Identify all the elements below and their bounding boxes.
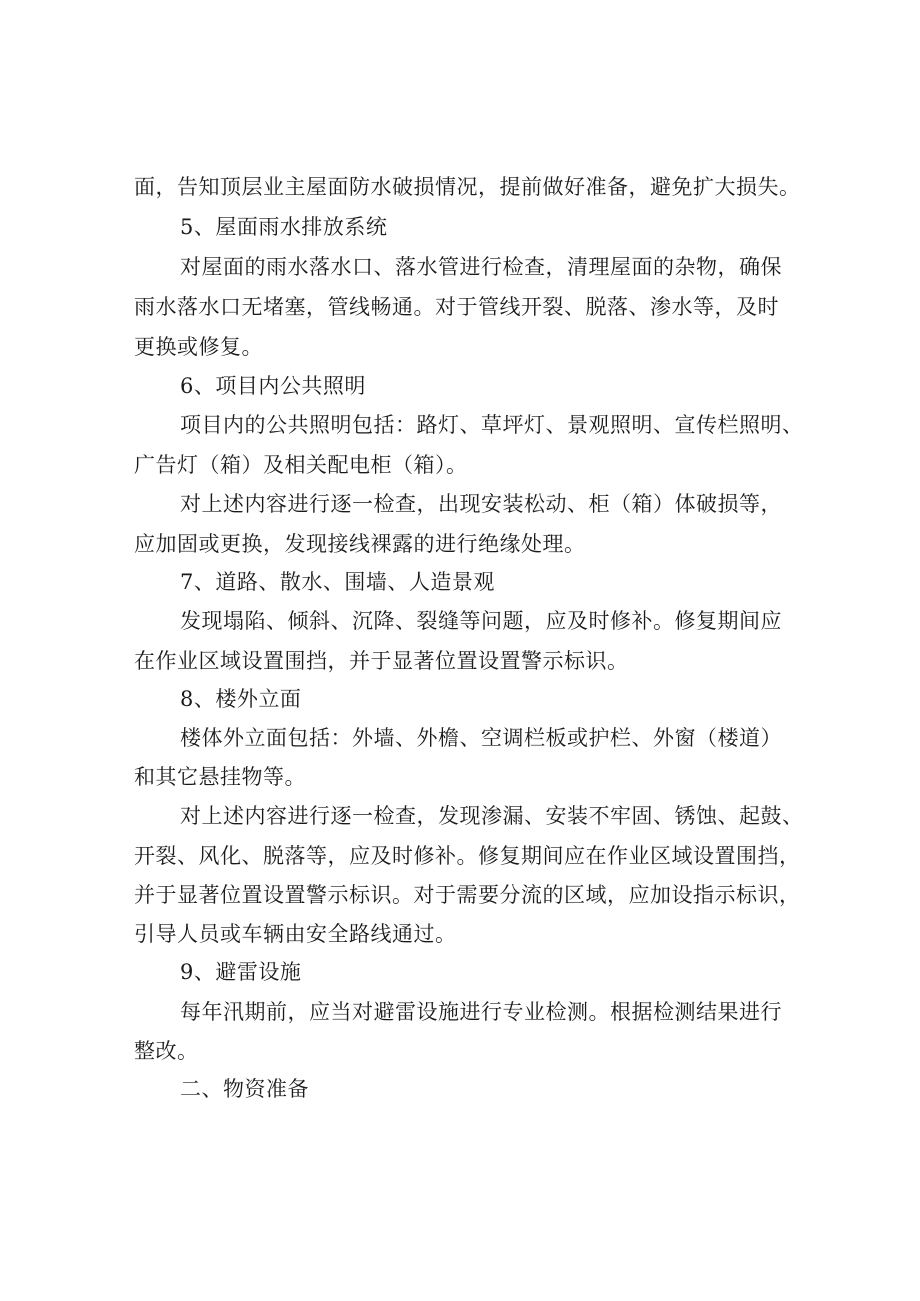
section-heading-7: 7、道路、散水、围墙、人造景观 [180, 570, 495, 594]
paragraph-line: 项目内的公共照明包括：路灯、草坪灯、景观照明、宣传栏照明、 [180, 413, 804, 437]
paragraph-line: 对屋面的雨水落水口、落水管进行检查，清理屋面的杂物，确保 [180, 255, 782, 279]
paragraph-line: 对上述内容进行逐一检查，出现安装松动、柜（箱）体破损等， [180, 492, 782, 516]
paragraph-line: 广告灯（箱）及相关配电柜（箱）。 [134, 453, 468, 477]
paragraph-line: 应加固或更换，发现接线裸露的进行绝缘处理。 [134, 532, 586, 556]
section-heading-5: 5、屋面雨水排放系统 [180, 215, 388, 239]
paragraph-line: 整改。 [134, 1039, 199, 1063]
paragraph-line: 面，告知顶层业主屋面防水破损情况，提前做好准备，避免扩大损失。 [134, 175, 801, 199]
chapter-heading: 二、物资准备 [180, 1077, 309, 1101]
paragraph-line: 更换或修复。 [134, 335, 263, 359]
paragraph-line: 在作业区域设置围挡，并于显著位置设置警示标识。 [134, 649, 629, 673]
paragraph-line: 雨水落水口无堵塞，管线畅通。对于管线开裂、脱落、渗水等，及时 [134, 295, 779, 319]
section-heading-8: 8、楼外立面 [180, 687, 302, 711]
section-heading-9: 9、避雷设施 [180, 960, 302, 984]
paragraph-line: 楼体外立面包括：外墙、外檐、空调栏板或护栏、外窗（楼道） [180, 726, 782, 750]
paragraph-line: 发现塌陷、倾斜、沉降、裂缝等问题，应及时修补。修复期间应 [180, 609, 782, 633]
paragraph-line: 开裂、风化、脱落等，应及时修补。修复期间应在作业区域设置围挡， [134, 844, 801, 868]
section-heading-6: 6、项目内公共照明 [180, 374, 366, 398]
paragraph-line: 并于显著位置设置警示标识。对于需要分流的区域，应加设指示标识， [134, 883, 801, 907]
paragraph-line: 和其它悬挂物等。 [134, 765, 306, 789]
paragraph-line: 引导人员或车辆由安全路线通过。 [134, 922, 457, 946]
paragraph-line: 对上述内容进行逐一检查，发现渗漏、安装不牢固、锈蚀、起鼓、 [180, 804, 804, 828]
paragraph-line: 每年汛期前，应当对避雷设施进行专业检测。根据检测结果进行 [180, 1000, 782, 1024]
